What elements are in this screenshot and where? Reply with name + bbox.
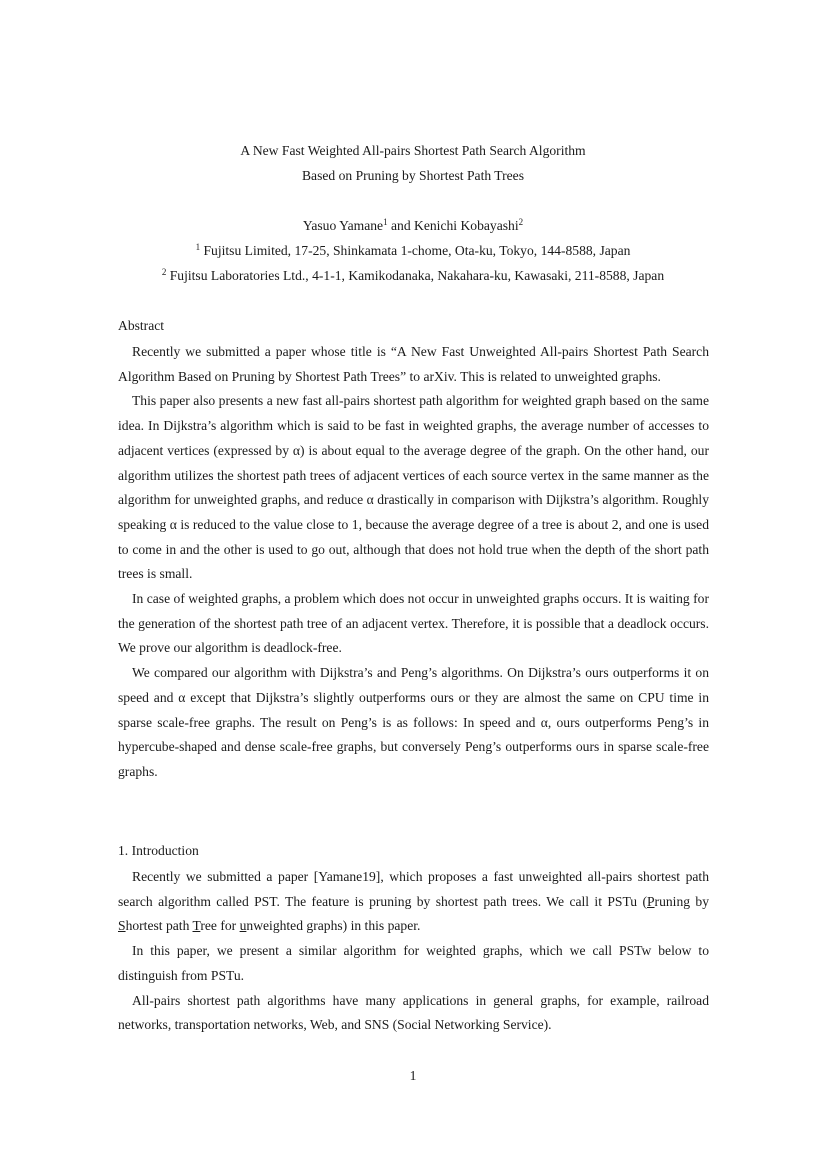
affiliation-2-mark: 2 <box>161 267 167 277</box>
intro-text: Recently we submitted a paper [Yamane19], which proposes a fast unweighted all-pairs shortest path search algorithm called PST. The feature is pruning by shortest path trees. We call it PSTu ( <box>118 869 709 909</box>
acronym-letter: S <box>118 918 126 934</box>
affiliation-1-mark: 1 <box>195 242 201 252</box>
author-2-affiliation-mark: 2 <box>518 217 524 227</box>
abstract-paragraph: This paper also presents a new fast all-pairs shortest path algorithm for weighted graph based on the same idea. In Dijkstra’s algorithm which is said to be fast in weighted graphs, the average number of accesses to adjacent vertices (expressed by α) is about equal to the average degree of the graph. On the other hand, our algorithm utilizes the shortest path trees of adjacent vertices of each source vertex in the same manner as the algorithm for unweighted graphs, and reduce α drastically in comparison with Dijkstra’s algorithm. Roughly speaking α is reduced to the value close to 1, because the average degree of a tree is about 2, and one is used to come in and the other is used to go out, although that does not hold true when the depth of the short path trees is small. <box>118 393 709 582</box>
introduction-paragraph: In this paper, we present a similar algorithm for weighted graphs, which we call PSTw below to distinguish from PSTu. <box>118 943 709 983</box>
abstract-body <box>118 340 709 785</box>
abstract-heading: Abstract <box>118 318 165 333</box>
affiliation-1 <box>0 243 826 259</box>
introduction-paragraph: All-pairs shortest path algorithms have many applications in general graphs, for example, railroad networks, transportation networks, Web, and SNS (Social Networking Service). <box>118 992 709 1033</box>
page-number: 1 <box>409 1068 417 1083</box>
intro-text: nweighted graphs) in this paper. <box>246 918 421 934</box>
acronym-letter: P <box>646 893 655 909</box>
author-1-affiliation-mark: 1 <box>383 217 388 227</box>
author-2-name: Kenichi Kobayashi <box>414 218 519 233</box>
affiliation-1-text: Fujitsu Limited, 17-25, Shinkamata 1-chome, Ota-ku, Tokyo, 144-8588, Japan <box>200 243 631 258</box>
abstract-paragraph: Recently we submitted a paper whose title is “A New Fast Unweighted All-pairs Shortest Path Search Algorithm Based on Pruning by Shortest Path Trees” to arXiv. This is related to unweighted graphs. <box>118 344 709 384</box>
paper-title-line-2: Based on Pruning by Shortest Path Trees <box>301 168 525 183</box>
section-1-body <box>118 865 709 1038</box>
intro-text: runing by <box>654 893 709 909</box>
intro-text: ree for <box>200 918 240 934</box>
abstract-paragraph: In case of weighted graphs, a problem which does not occur in unweighted graphs occurs. It is waiting for the generation of the shortest path tree of an adjacent vertex. Therefore, it is possible that a deadlock occurs. We prove our algorithm is deadlock-free. <box>118 591 709 656</box>
affiliation-2 <box>0 268 826 284</box>
author-conjunction: and <box>387 218 415 233</box>
acronym-letter: T <box>192 918 201 934</box>
intro-text: hortest path <box>125 918 193 934</box>
author-line <box>0 218 826 234</box>
affiliation-2-text: Fujitsu Laboratories Ltd., 4-1-1, Kamikodanaka, Nakahara-ku, Kawasaki, 211-8588, Japan <box>166 268 665 283</box>
introduction-paragraph <box>118 865 709 939</box>
abstract-paragraph: We compared our algorithm with Dijkstra’s and Peng’s algorithms. On Dijkstra’s ours outperforms it on speed and α except that Dijkstra’s slightly outperforms ours or they are almost the same on CPU time in sparse scale-free graphs. The result on Peng’s is as follows: In speed and α, ours outperforms Peng’s in hypercube-shaped and dense scale-free graphs, but conversely Peng’s outperforms ours in sparse scale-free graphs. <box>118 665 709 779</box>
paper-title-line-1: A New Fast Weighted All-pairs Shortest Path Search Algorithm <box>240 143 586 158</box>
section-1-heading: 1. Introduction <box>118 843 199 858</box>
acronym-letter: u <box>239 918 247 934</box>
author-1-name: Yasuo Yamane <box>302 218 384 233</box>
